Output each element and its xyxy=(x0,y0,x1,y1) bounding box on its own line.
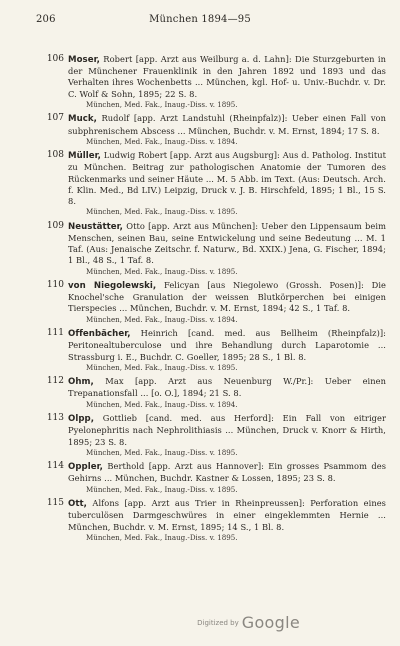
entry-109 xyxy=(46,220,386,277)
author-name: Muck, xyxy=(68,114,97,125)
entry-number: 109 xyxy=(46,220,64,231)
entry-number: 114 xyxy=(46,461,64,472)
entry-112 xyxy=(46,376,386,409)
digitized-by-text: Digitized by xyxy=(197,618,239,627)
entry-description: Berthold [app. Arzt aus Hannover]: Ein grosses Psammom des Gehirns ... München, Buchdr. Kastner & Lossen, 1895; 23 S. 8. xyxy=(68,461,386,484)
entry-faculty-note: München, Med. Fak., Inaug.-Diss. v. 1895. xyxy=(86,532,238,542)
digitization-watermark xyxy=(197,612,300,632)
entry-text xyxy=(68,461,386,484)
entry-description: Heinrich [cand. med. aus Bellheim (Rheinpfalz)]: Peritonealtuberculose und ihre Behandlung durch Laparotomie ... Strassburg i. E., Buchdr. C. Goeller, 1895; 28 S., 1 Bl. 8. xyxy=(68,328,386,362)
entry-description: Alfons [app. Arzt aus Trier in Rheinpreussen]: Perforation eines tuberculösen Darmgeschwüres in einer eingeklemmten Hernie ... München, Buchdr. v. M. Ernst, 1895; 14 S., 1 Bl. 8. xyxy=(68,498,386,532)
entry-number: 115 xyxy=(46,498,64,509)
entry-text xyxy=(68,413,386,448)
entry-faculty-note: München, Med. Fak., Inaug.-Diss. v. 1895. xyxy=(86,99,238,109)
entry-number: 113 xyxy=(46,413,64,424)
author-name: Olpp, xyxy=(68,414,95,425)
entry-faculty-note: München, Med. Fak., Inaug.-Diss. v. 1894. xyxy=(86,314,238,324)
author-name: Neustätter, xyxy=(68,221,123,232)
entry-110 xyxy=(46,280,386,325)
entry-faculty-note: München, Med. Fak., Inaug.-Diss. v. 1895. xyxy=(86,447,238,457)
entry-text xyxy=(68,54,386,100)
entry-description: Max [app. Arzt aus Neuenburg W./Pr.]: Ueber einen Trepanationsfall ... [o. O.], 1894; 21 S. 8. xyxy=(68,376,386,399)
running-title: München 1894—95 xyxy=(149,14,251,25)
entry-faculty-note: München, Med. Fak., Inaug.-Diss. v. 1895. xyxy=(86,362,238,372)
entry-number: 111 xyxy=(46,328,64,339)
entry-number: 110 xyxy=(46,280,64,291)
entry-description: Felicyan [aus Niegolewo (Grossh. Posen)]: Die Knochel'sche Granulation der weissen Blutkörperchen bei einigen Tierspecies ... München, Buchdr. v. M. Ernst, 1894; 42 S., 1 Taf. 8. xyxy=(68,280,386,314)
author-name: Ott, xyxy=(68,499,87,510)
entry-113 xyxy=(46,413,386,458)
entry-description: Rudolf [app. Arzt Landstuhl (Rheinpfalz)]: Ueber einen Fall von subphrenischem Abscess ... München, Buchdr. v. M. Ernst, 1894; 17 S. 8. xyxy=(68,113,386,136)
entry-description: Gottlieb [cand. med. aus Herford]: Ein Fall von eitriger Pyelonephritis nach Nephrolithiasis ... München, Druck v. Knorr & Hirth, 1895; 23 S. 8. xyxy=(68,413,386,447)
author-name: Oppler, xyxy=(68,462,103,473)
entry-108 xyxy=(46,150,386,217)
page-header xyxy=(0,14,400,30)
entry-text xyxy=(68,376,386,399)
entry-number: 107 xyxy=(46,113,64,124)
entry-text xyxy=(68,280,386,315)
author-name: Ohm, xyxy=(68,377,94,388)
entry-number: 112 xyxy=(46,376,64,387)
entry-106 xyxy=(46,54,386,110)
google-wordmark: Google xyxy=(241,613,300,632)
author-name: von Niegolewski, xyxy=(68,281,157,292)
entry-115 xyxy=(46,498,386,543)
entry-faculty-note: München, Med. Fak., Inaug.-Diss. v. 1894. xyxy=(86,399,238,409)
entry-faculty-note: München, Med. Fak., Inaug.-Diss. v. 1894. xyxy=(86,136,238,146)
entry-text xyxy=(68,221,386,267)
entry-107 xyxy=(46,113,386,146)
entry-number: 108 xyxy=(46,150,64,161)
entry-faculty-note: München, Med. Fak., Inaug.-Diss. v. 1895. xyxy=(86,207,238,217)
entry-111 xyxy=(46,328,386,373)
entry-114 xyxy=(46,461,386,494)
entry-number: 106 xyxy=(46,54,64,64)
dissertation-list xyxy=(0,54,400,546)
entry-faculty-note: München, Med. Fak., Inaug.-Diss. v. 1895. xyxy=(86,266,238,276)
entry-text xyxy=(68,328,386,363)
entry-description: Robert [app. Arzt aus Weilburg a. d. Lahn]: Die Sturzgeburten in der Münchener Frauenklinik in den Jahren 1892 und 1893 und das Verhalten ihres Wochenbetts ... München, kgl. Hof- u. Univ.-Buchdr. v. Dr. C. Wolf & Sohn, 1895; 22 S. 8. xyxy=(68,54,386,99)
entry-text xyxy=(68,113,386,136)
author-name: Müller, xyxy=(68,151,101,162)
author-name: Offenbächer, xyxy=(68,329,131,340)
entry-text xyxy=(68,498,386,533)
entry-description: Ludwig Robert [app. Arzt aus Augsburg]: Aus d. Patholog. Institut zu München. Beitrag zur pathologischen Anatomie der Tumoren des Rückenmarks und seiner Häute ... M. 5 Abb. im Text. (Aus: Deutsch. Arch. f. Klin. Med., Bd LIV.) Leipzig, Druck v. J. B. Hirschfeld, 1895; 1 Bl., 15 S. 8. xyxy=(68,150,386,207)
entry-text xyxy=(68,150,386,207)
page-number: 206 xyxy=(36,14,56,25)
entry-description: Otto [app. Arzt aus München]: Ueber den Lippensaum beim Menschen, seinen Bau, seine Entwickelung und seine Bedeutung ... M. 1 Taf. (Aus: Jenaische Zeitschr. f. Naturw., Bd. XXIX.) Jena, G. Fischer, 1894; 1 Bl., 48 S., 1 Taf. 8. xyxy=(68,220,386,266)
author-name: Moser, xyxy=(68,55,100,65)
entry-faculty-note: München, Med. Fak., Inaug.-Diss. v. 1895. xyxy=(86,484,238,494)
